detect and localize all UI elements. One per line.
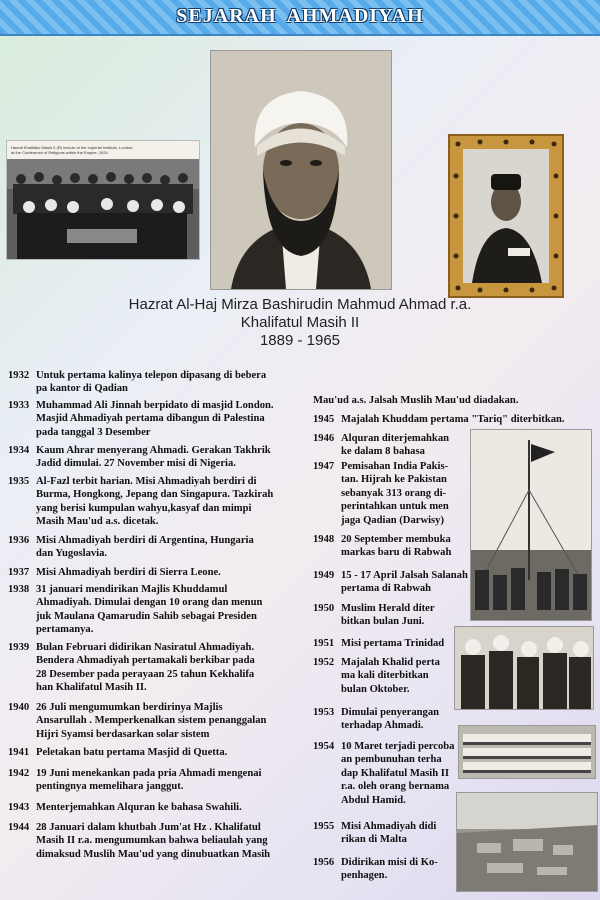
timeline-text: Dimulai penyerangan (341, 707, 440, 718)
header-banner (0, 0, 600, 36)
timeline-text: markas baru di Rabwah (341, 547, 452, 559)
portrait-caption (60, 296, 540, 350)
timeline-text: dan Yugoslavia. (36, 548, 108, 560)
main-portrait (210, 50, 392, 290)
timeline-text: juk Maulana Qamarudin Sahib sebagai Presiden (36, 610, 257, 622)
timeline-text: an pembunuhan terha (341, 754, 442, 766)
timeline-year: 1950 (313, 603, 335, 614)
timeline-text: penhagen. (341, 870, 388, 882)
timeline-text: dimaksud Muslih Mau'ud yang dinubuatkan Masih (36, 848, 271, 860)
timeline-year: 1933 (8, 400, 30, 411)
timeline-text: Masih Mau'ud a.s. dicetak. (36, 516, 159, 528)
flag-ceremony-photo (470, 429, 592, 621)
timeline-text: dap Khalifatul Masih II (341, 767, 450, 779)
timeline-year: 1939 (8, 642, 30, 653)
timeline-text: Burma, Hongkong, Jepang dan Singapura. Tazkirah (36, 489, 274, 501)
timeline-text: Masih II r.a. mengumumkan bahwa beliaulah yang (36, 835, 268, 847)
timeline-text: Misi Ahmadiyah didi (341, 821, 437, 832)
timeline-text: Misi Ahmadiyah berdiri di Sierra Leone. (36, 567, 221, 578)
timeline-text: 15 - 17 April Jalsah Salanah (341, 570, 468, 581)
timeline-text: Bendera Ahmadiyah pertamakali berkibar pada (36, 655, 255, 667)
timeline-text: Menterjemahkan Alquran ke bahasa Swahili. (36, 802, 242, 813)
timeline-text: bitkan bulan Juni. (341, 616, 425, 628)
timeline-text: 19 Juni menekankan pada pria Ahmadi mengenai (36, 768, 262, 779)
timeline-text: han Khalifatul Masih II. (36, 682, 147, 694)
timeline-text: 31 januari mendirikan Majlis Khuddamul (36, 584, 228, 595)
timeline-text: pertamanya. (36, 624, 94, 636)
caption-title: Khalifatul Masih II (240, 314, 360, 331)
group-photo (6, 140, 200, 260)
timeline-text: 28 Januari dalam khutbah Jum'at Hz . Khalifatul (36, 822, 261, 833)
timeline-text: yang berisi kumpulan wahyu,kasyaf dan mimpi (36, 502, 252, 514)
timeline-year: 1954 (313, 741, 335, 752)
timeline-year: 1937 (8, 567, 30, 578)
timeline-year: 1932 (8, 370, 30, 381)
timeline-text: Bulan Februari didirikan Nasiratul Ahmadiyah. (36, 642, 255, 653)
timeline-year: 1943 (8, 802, 30, 813)
timeline-year: 1951 (313, 638, 335, 649)
timeline-text: Peletakan batu pertama Masjid di Quetta. (36, 747, 228, 758)
timeline-text: 26 Juli mengumumkan berdirinya Majlis (36, 702, 223, 713)
framed-portrait (448, 134, 564, 298)
caption-name: Hazrat Al-Haj Mirza Bashirudin Mahmud Ahmad r.a. (128, 296, 472, 313)
timeline-text: Mau'ud a.s. Jalsah Muslih Mau'ud diadakan. (313, 395, 519, 406)
timeline-text: Majalah Khalid perta (341, 657, 440, 668)
timeline-year: 1952 (313, 657, 335, 668)
timeline-text: ke dalam 8 bahasa (341, 446, 425, 458)
timeline-text: Didirikan misi di Ko- (341, 857, 438, 868)
timeline-text: 28 Desember pada perayaan 25 tahun Kekhalifa (36, 668, 255, 680)
photo-caption-line: at the Conference of Religions within the Empire, 1924 (11, 150, 108, 155)
timeline-year: 1953 (313, 707, 335, 718)
photo-caption-line: Hazrat Khalifatul Masih II (R) lecture at the Imperial Institute, London, (11, 145, 134, 150)
timeline-year: 1945 (313, 414, 335, 425)
timeline-year: 1935 (8, 476, 30, 487)
timeline-text: Misi pertama Trinidad (341, 638, 445, 649)
caption-years: 1889 - 1965 (259, 332, 341, 349)
aerial-photo (456, 792, 598, 892)
timeline-text: 10 Maret terjadi percoba (341, 741, 455, 752)
timeline-text: Untuk pertama kalinya telepon dipasang di bebera (36, 370, 267, 381)
timeline-year: 1955 (313, 821, 335, 832)
timeline-text: perintahkan untuk men (341, 501, 449, 513)
timeline-text: jaga Qadian (Darwisy) (341, 514, 444, 526)
timeline-text: Majalah Khuddam pertama "Tariq" diterbitkan. (341, 414, 565, 425)
timeline-text: rikan di Malta (341, 834, 407, 846)
page-title: SEJARAH AHMADIYAH (176, 5, 424, 27)
timeline-year: 1949 (313, 570, 335, 581)
timeline-text: sebanyak 313 orang di- (341, 487, 447, 499)
timeline-text: pertama di Rabwah (341, 583, 432, 595)
timeline-year: 1934 (8, 445, 30, 456)
timeline-year: 1938 (8, 584, 30, 595)
group-meeting-photo (454, 626, 594, 710)
timeline-text: Muslim Herald diter (341, 603, 435, 614)
timeline-year: 1940 (8, 702, 30, 713)
timeline-text: pentingnya memelihara janggut. (36, 781, 184, 793)
timeline-text: Muhammad Ali Jinnah berpidato di masjid London. (36, 400, 274, 411)
timeline-text: Alquran diterjemahkan (341, 433, 450, 444)
timeline-text: 20 September membuka (341, 534, 451, 545)
timeline-year: 1942 (8, 768, 30, 779)
timeline-text: Misi Ahmadiyah berdiri di Argentina, Hungaria (36, 535, 254, 546)
timeline-year: 1956 (313, 857, 335, 868)
timeline-text: Ansarullah . Memperkenalkan sistem penanggalan (36, 715, 267, 727)
timeline-year: 1946 (313, 433, 335, 444)
timeline-text: bulan Oktober. (341, 683, 410, 695)
timeline-year: 1947 (313, 461, 335, 472)
timeline-text: Al-Fazl terbit harian. Misi Ahmadiyah berdiri di (36, 476, 257, 487)
crowd-photo (458, 725, 596, 779)
timeline-year: 1944 (8, 822, 30, 833)
timeline-text: tan. Hijrah ke Pakistan (341, 474, 447, 486)
timeline-text: Kaum Ahrar menyerang Ahmadi. Gerakan Takhrik (36, 445, 271, 456)
timeline-text: Ahmadiyah. Dimulai dengan 10 orang dan menun (36, 597, 263, 609)
timeline-text: Masjid Ahmadiyah pertama dibangun di Palestina (36, 413, 265, 425)
timeline-text: Abdul Hamid. (341, 794, 406, 806)
timeline-text: Pemisahan India Pakis- (341, 461, 449, 472)
timeline-text: Jadid dimulai. 27 November misi di Nigeria. (36, 458, 236, 470)
timeline-text: pada tanggal 3 Desember (36, 426, 151, 438)
timeline-text: r.a. oleh orang bernama (341, 781, 450, 793)
timeline-year: 1948 (313, 534, 335, 545)
timeline-text: pa kantor di Qadian (36, 383, 128, 395)
timeline-text: terhadap Ahmadi. (341, 720, 424, 732)
timeline-year: 1941 (8, 747, 30, 758)
timeline-year: 1936 (8, 535, 30, 546)
timeline-text: ma kali diterbitkan (341, 670, 429, 682)
timeline-text: Hijri Syamsi berdasarkan solar sistem (36, 728, 210, 740)
